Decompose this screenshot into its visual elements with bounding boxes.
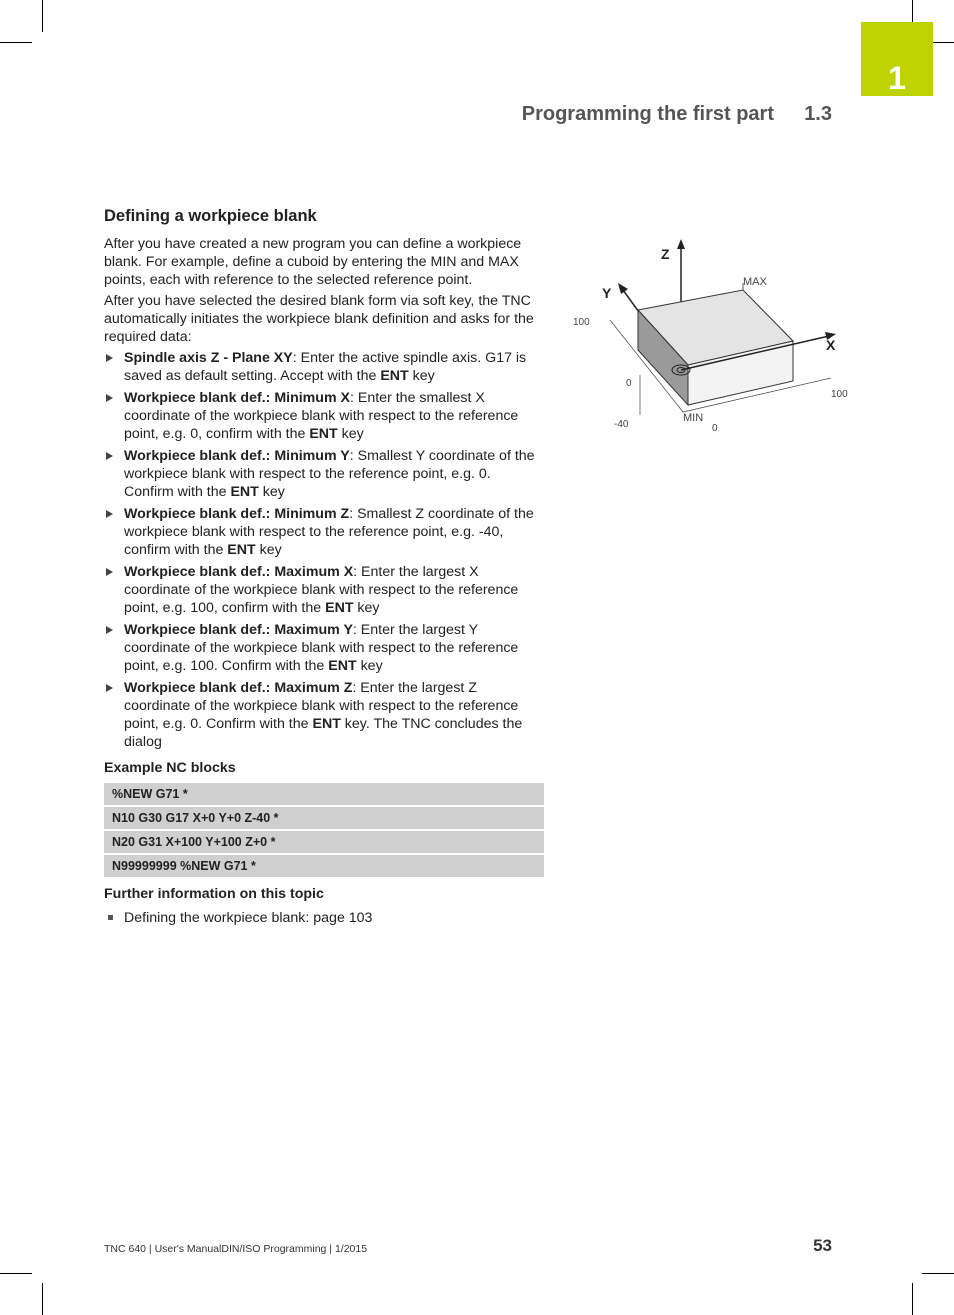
- label-z-minus-40: -40: [614, 419, 629, 430]
- crop-mark: [0, 1273, 32, 1274]
- crop-mark: [912, 1283, 913, 1315]
- step-label: Workpiece blank def.: Maximum Z: [124, 680, 353, 696]
- further-list: [104, 909, 544, 927]
- further-item-text: Defining the workpiece blank: page 103: [124, 910, 373, 926]
- main-content: [104, 205, 544, 927]
- step-text: : Enter the largest Y coordinate of the workpiece blank with respect to the reference point, e.g. 100. Confirm with the: [124, 622, 519, 674]
- label-min: MIN: [683, 412, 704, 424]
- step-label: Workpiece blank def.: Minimum X: [124, 390, 350, 406]
- step-text: key: [353, 600, 380, 616]
- step-list: [104, 349, 544, 751]
- step-text: key: [408, 368, 435, 384]
- step-item: [104, 447, 544, 501]
- intro-paragraph: After you have selected the desired blank form via soft key, the TNC automatically initiates the workpiece blank definition and asks for the required data:: [104, 293, 534, 345]
- step-label: Workpiece blank def.: Maximum Y: [124, 622, 353, 638]
- running-head-section: 1.3: [804, 103, 832, 125]
- key-name: ENT: [328, 658, 357, 674]
- further-heading: Further information on this topic: [104, 886, 324, 902]
- triangle-bullet-icon: [106, 394, 113, 402]
- nc-block-table: [104, 783, 544, 877]
- crop-mark: [42, 0, 43, 32]
- y-axis-arrow-icon: [618, 283, 628, 294]
- step-label: Workpiece blank def.: Minimum Z: [124, 506, 350, 522]
- key-name: ENT: [309, 426, 338, 442]
- chapter-number: 1: [888, 60, 906, 96]
- label-z-0: 0: [626, 378, 632, 389]
- step-item: [104, 389, 544, 443]
- key-name: ENT: [312, 716, 341, 732]
- step-label: Spindle axis Z - Plane XY: [124, 350, 293, 366]
- footer-text: TNC 640 | User's ManualDIN/ISO Programming | 1/2015: [104, 1243, 368, 1255]
- crop-mark: [0, 42, 32, 43]
- axis-label-y: Y: [602, 285, 612, 301]
- label-x-100: 100: [831, 389, 848, 400]
- label-x-0: 0: [712, 423, 718, 434]
- key-name: ENT: [230, 484, 259, 500]
- step-text: key: [337, 426, 364, 442]
- step-text: key. The TNC concludes the dialog: [124, 716, 523, 750]
- step-text: : Enter the smallest X coordinate of the workpiece blank with respect to the reference point, e.g. 0, confirm with the: [124, 390, 519, 442]
- crop-mark: [922, 1273, 954, 1274]
- step-text: : Enter the largest Z coordinate of the workpiece blank with respect to the reference point, e.g. 0. Confirm with the: [124, 680, 519, 732]
- step-item: [104, 563, 544, 617]
- running-head: [420, 103, 832, 131]
- intro-paragraph: After you have created a new program you can define a workpiece blank. For example, define a cuboid by entering the MIN and MAX points, each with reference to the selected reference point.: [104, 236, 522, 288]
- step-item: [104, 679, 544, 751]
- triangle-bullet-icon: [106, 626, 113, 634]
- step-text: : Smallest Z coordinate of the workpiece blank with respect to the reference point, e.g. -40, confirm with the: [124, 506, 534, 558]
- step-text: key: [258, 484, 285, 500]
- step-text: key: [356, 658, 383, 674]
- step-item: [104, 621, 544, 675]
- step-text: : Enter the active spindle axis. G17 is saved as default setting. Accept with the: [124, 350, 527, 384]
- z-axis-arrow-icon: [677, 239, 685, 249]
- chapter-tab: [861, 22, 933, 96]
- triangle-bullet-icon: [106, 684, 113, 692]
- nc-block: %NEW G71 *: [104, 783, 544, 805]
- step-item: [104, 505, 544, 559]
- crop-mark: [42, 1283, 43, 1315]
- triangle-bullet-icon: [106, 568, 113, 576]
- step-item: [104, 349, 544, 385]
- example-heading: Example NC blocks: [104, 760, 236, 776]
- step-label: Workpiece blank def.: Maximum X: [124, 564, 354, 580]
- label-y-100: 100: [573, 317, 590, 328]
- axis-label-x: X: [826, 337, 836, 353]
- step-label: Workpiece blank def.: Minimum Y: [124, 448, 350, 464]
- axis-label-z: Z: [661, 246, 670, 262]
- section-title: Defining a workpiece blank: [104, 207, 317, 225]
- label-max: MAX: [743, 276, 767, 288]
- step-text: key: [255, 542, 282, 558]
- key-name: ENT: [325, 600, 354, 616]
- key-name: ENT: [380, 368, 409, 384]
- nc-block: N99999999 %NEW G71 *: [104, 855, 544, 877]
- key-name: ENT: [227, 542, 256, 558]
- workpiece-blank-diagram: [565, 235, 865, 445]
- triangle-bullet-icon: [106, 354, 113, 362]
- square-bullet-icon: [108, 915, 113, 920]
- triangle-bullet-icon: [106, 452, 113, 460]
- step-text: : Smallest Y coordinate of the workpiece blank with respect to the reference point, e.g. 0. Confirm with the: [124, 448, 535, 500]
- nc-block: N10 G30 G17 X+0 Y+0 Z-40 *: [104, 807, 544, 829]
- step-text: : Enter the largest X coordinate of the workpiece blank with respect to the reference point, e.g. 100, confirm with the: [124, 564, 519, 616]
- page-number: 53: [813, 1236, 832, 1255]
- running-head-title: Programming the first part: [521, 103, 774, 125]
- triangle-bullet-icon: [106, 510, 113, 518]
- nc-block: N20 G31 X+100 Y+100 Z+0 *: [104, 831, 544, 853]
- further-item: [104, 909, 544, 927]
